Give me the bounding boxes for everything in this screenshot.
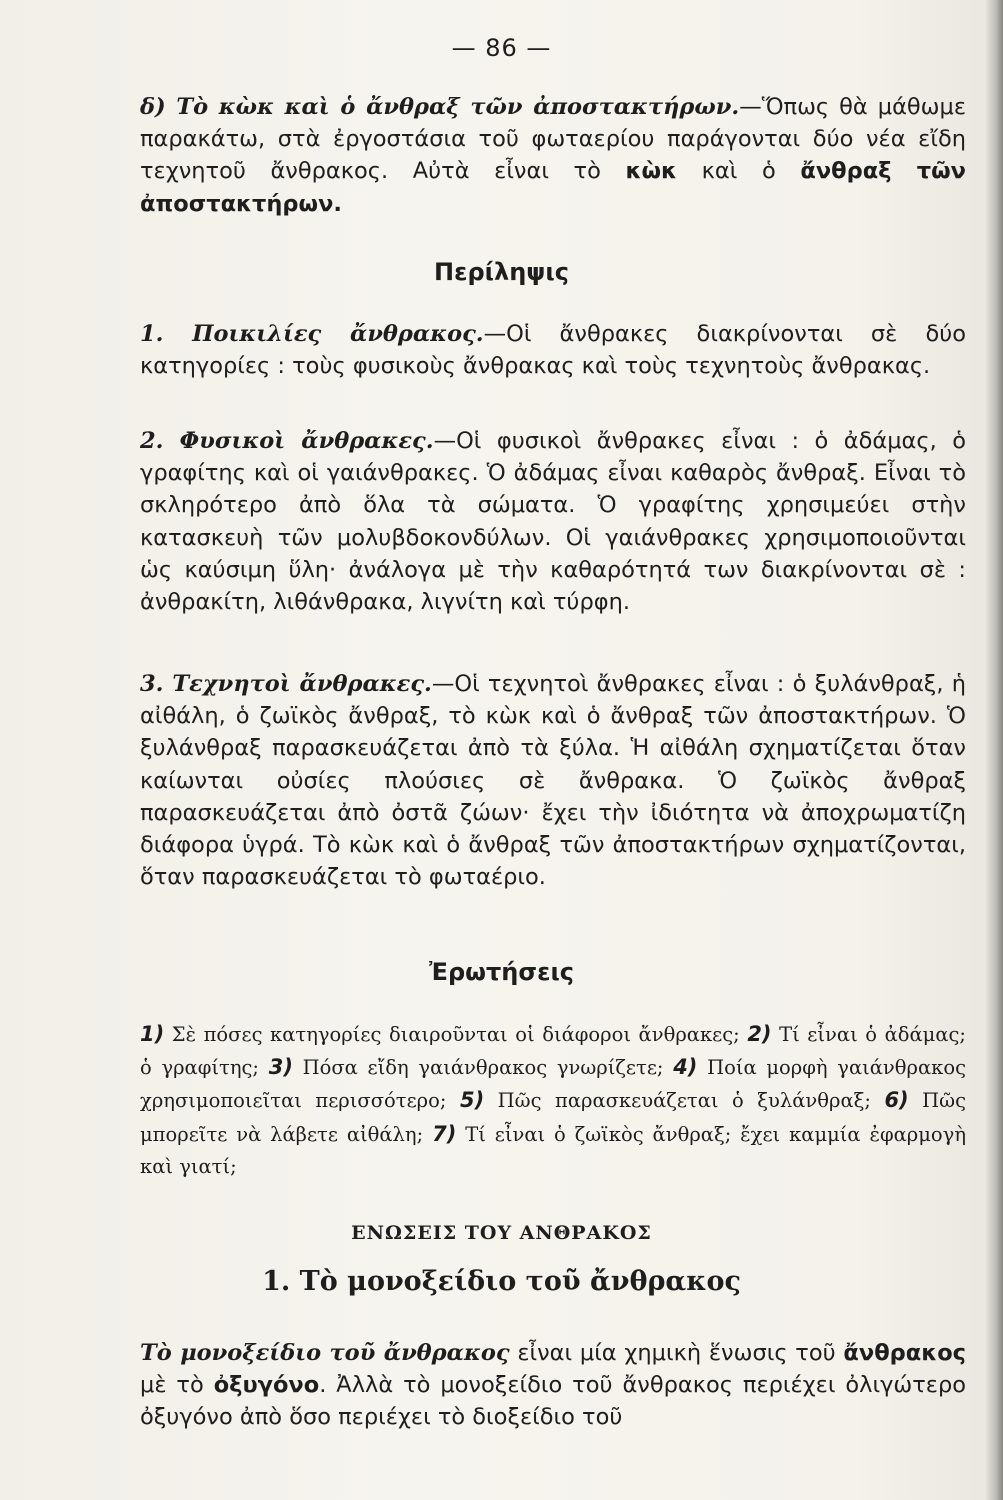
question-text: Τί εἶναι ὁ ζωϊκὸς ἄνθραξ; ἔχει καμμία ἐφαρμογὴ καὶ γιατί; [140, 1122, 966, 1178]
question-number: 7) [432, 1121, 457, 1146]
question-number: 2) [747, 1022, 772, 1046]
question-number: 5) [459, 1088, 485, 1113]
coke-mid: καὶ ὁ [677, 158, 801, 185]
page-number: — 86 — [451, 34, 552, 62]
summary-item-text: —Οἱ ἄνθρακες διακρίνονται σὲ δύο κατηγορίες : τοὺς φυσικοὺς ἄνθρακας καὶ τοὺς τεχνητοὺς ἄνθρακας. [140, 321, 967, 380]
summary-item-lead: 1. Ποικιλίες ἄνθρακος. [140, 321, 484, 347]
summary-item-text: —Οἱ φυσικοὶ ἄνθρακες εἶναι : ὁ ἀδάμας, ὁ γραφίτης καὶ οἱ γαιάνθρακες. Ὁ ἀδάμας εἶναι καθαρὸς ἄνθραξ. Εἶναι τὸ σκληρότερο ἀπὸ ὅλα τὰ σώματα. Ὁ γραφίτης χρησιμεύει στὴν κατασκευὴ τῶν μολυβδοκονδύλων. Οἱ γαιάνθρακες χρησιμοποιοῦνται ὡς καύσιμη ὕλη· ἀνάλογα μὲ τὴν καθαρότητά των διακρίνονται σὲ : ἀνθρακίτη, λιθάνθρακα, λιγνίτη καὶ τύρφη. [140, 428, 966, 616]
coke-paragraph [140, 91, 966, 220]
monoxide-lead: Τὸ μονοξείδιο τοῦ ἄνθρακος [140, 1340, 510, 1366]
question-text: Πόσα εἴδη γαιάνθρακος γνωρίζετε; [292, 1056, 674, 1080]
subsection-title: 1. Τὸ μονοξείδιο τοῦ ἄνθρακος [262, 1266, 741, 1297]
question-number: 4) [673, 1055, 698, 1080]
monoxide-text: μὲ τὸ [140, 1372, 214, 1399]
question-text: Ποία μορφὴ γαιάνθρακος χρησιμοποιεῖται περισσότερο; [140, 1056, 966, 1113]
question-number: 6) [884, 1088, 909, 1113]
summary-item-2 [140, 425, 966, 618]
question-text: Πῶς μπορεῖτε νὰ λάβετε αἰθάλη; [140, 1089, 966, 1146]
monoxide-term-oxygen: ὀξυγόνο [213, 1372, 320, 1399]
question-number: 1) [140, 1022, 165, 1046]
monoxide-text: . Ἀλλὰ τὸ μονοξείδιο τοῦ ἄνθρακος περιέχει ὀλιγώτερο ὀξυγόνο ἀπὸ ὅσο περιέχει τὸ διοξείδιο τοῦ [140, 1372, 966, 1431]
monoxide-paragraph [140, 1337, 966, 1434]
summary-item-lead: 2. Φυσικοὶ ἄνθρακες. [140, 428, 434, 454]
question-text: Πῶς παρασκευάζεται ὁ ξυλάνθραξ; [484, 1089, 885, 1113]
coke-term-coke: κὼκ [625, 158, 678, 185]
question-text: Σὲ πόσες κατηγορίες διαιροῦνται οἱ διάφοροι ἄνθρακες; [164, 1023, 748, 1046]
coke-text: —Ὅπως θὰ μάθωμε παρακάτω, στὰ ἐργοστάσια τοῦ φωταερίου παράγονται δύο νέα εἴδη τεχνητοῦ ἄνθρακος. Αὐτὰ εἶναι τὸ [140, 94, 966, 185]
summary-item-3 [140, 668, 966, 893]
coke-lead: δ) Τὸ κὼκ καὶ ὁ ἄνθραξ τῶν ἀποστακτήρων. [140, 94, 740, 120]
question-number: 3) [268, 1055, 293, 1080]
summary-item-text: —Οἱ τεχνητοὶ ἄνθρακες εἶναι : ὁ ξυλάνθραξ, ἡ αἰθάλη, ὁ ζωϊκὸς ἄνθραξ, τὸ κὼκ καὶ ὁ ἄνθραξ τῶν ἀποστακτήρων. Ὁ ξυλάνθραξ παρασκευάζεται ἀπὸ τὰ ξύλα. Ἡ αἰθάλη σχηματίζεται ὅταν καίωνται οὐσίες πλούσιες σὲ ἄνθρακα. Ὁ ζωϊκὸς ἄνθραξ παρασκευάζεται ἀπὸ ὀστᾶ ζώων· ἔχει τὴν ἰδιότητα νὰ ἀποχρωματίζη διάφορα ὑγρά. Τὸ κὼκ καὶ ὁ ἄνθραξ τῶν ἀποστακτήρων σχηματίζονται, ὅταν παρασκευάζεται τὸ φωταέριο. [140, 671, 967, 891]
questions-heading: Ἐρωτήσεις [428, 958, 575, 986]
questions-list [140, 1018, 966, 1183]
summary-heading: Περίληψις [434, 258, 569, 286]
coke-term-retort-carbon: ἄνθραξ τῶν ἀποστακτήρων. [140, 158, 966, 217]
summary-item-lead: 3. Τεχνητοὶ ἄνθρακες. [140, 671, 432, 697]
summary-item-1 [140, 318, 966, 382]
monoxide-text: εἶναι μία χημικὴ ἕνωσις τοῦ [509, 1340, 844, 1366]
monoxide-term-carbon: ἄνθρακος [843, 1340, 966, 1366]
question-text: Τί εἶναι ὁ ἀδάμας; ὁ γραφίτης; [140, 1023, 967, 1080]
section-title: ΕΝΩΣΕΙΣ ΤΟΥ ΑΝΘΡΑΚΟΣ [351, 1222, 652, 1244]
